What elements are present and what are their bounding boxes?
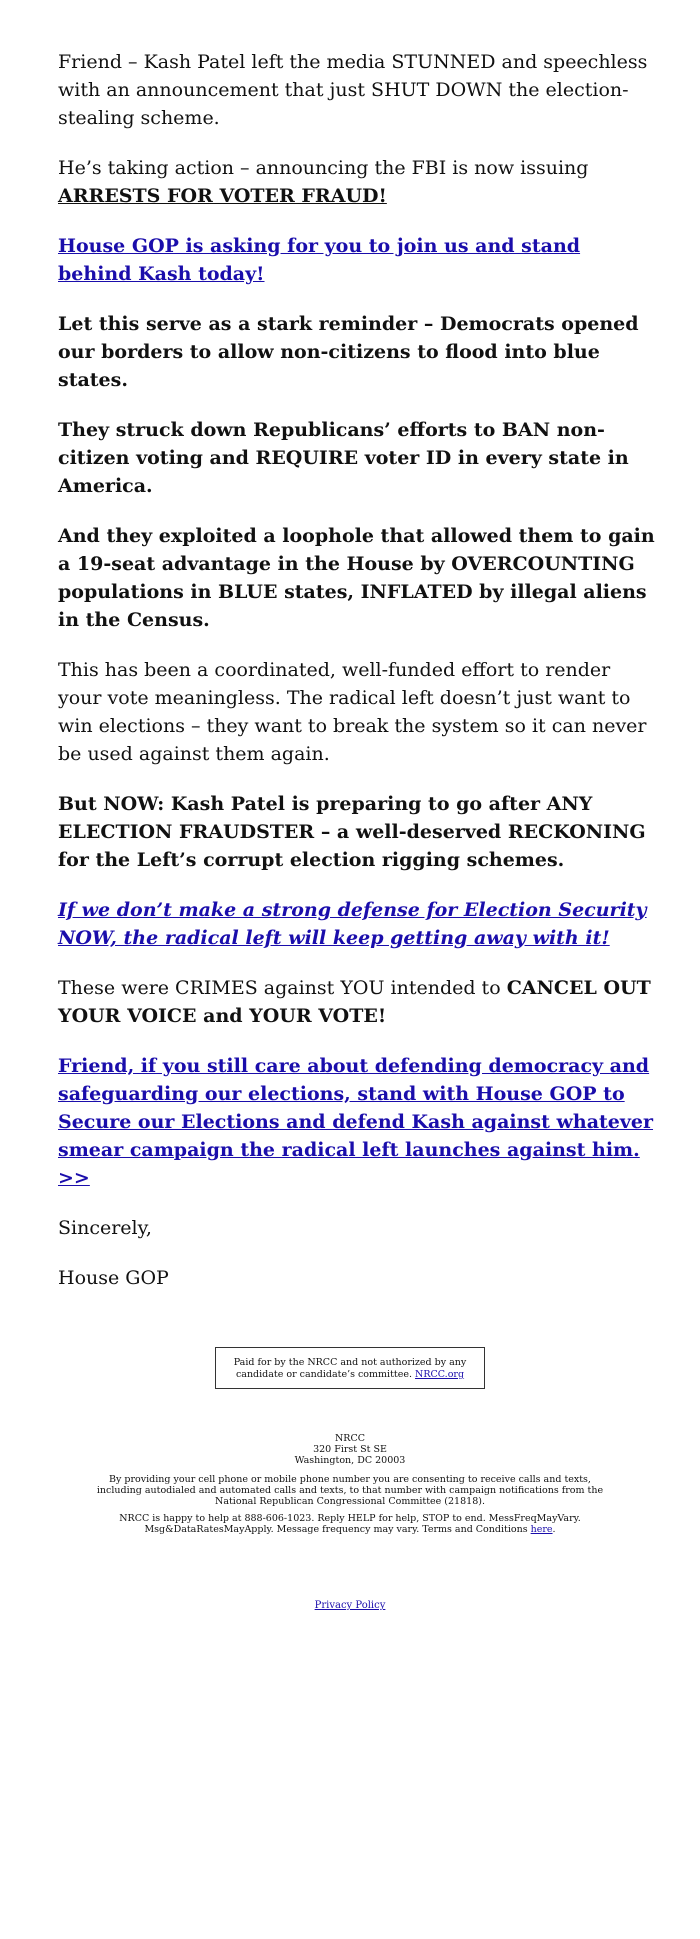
paid-for-disclaimer bbox=[215, 1347, 485, 1389]
link-paragraph-1 bbox=[58, 232, 658, 288]
cancel-voice-emphasis: CANCEL OUT YOUR VOICE and YOUR VOTE! bbox=[58, 977, 651, 1027]
help-text: NRCC is happy to help at 888-606-1023. Reply HELP for help, STOP to end. MessFreqMayVary. Msg&DataRatesMayApply. Message frequency may vary. Terms and Conditions bbox=[119, 1513, 581, 1535]
crimes-text: These were CRIMES against YOU intended to bbox=[58, 977, 501, 999]
intro-paragraph: Friend – Kash Patel left the media STUNNED and speechless with an announcement that just SHUT DOWN the election-stealing scheme. bbox=[58, 51, 648, 129]
signature: House GOP bbox=[58, 1267, 169, 1289]
paid-for-text: Paid for by the NRCC and not authorized by any candidate or candidate’s committee. bbox=[233, 1357, 467, 1380]
link-paragraph-2 bbox=[58, 896, 658, 952]
link-paragraph-3 bbox=[58, 1052, 658, 1192]
election-security-link[interactable]: If we don’t make a strong defense for Election Security NOW, the radical left will keep getting away with it! bbox=[58, 899, 647, 949]
fbi-text: He’s taking action – announcing the FBI is now issuing bbox=[58, 157, 589, 179]
email-body bbox=[58, 48, 658, 1314]
census-paragraph: And they exploited a loophole that allowed them to gain a 19-seat advantage in the House by OVERCOUNTING populations in BLUE states, INFLATED by illegal aliens in the Census. bbox=[58, 525, 655, 631]
voter-id-paragraph: They struck down Republicans’ efforts to BAN non-citizen voting and REQUIRE voter ID in every state in America. bbox=[58, 419, 629, 497]
reminder-paragraph: Let this serve as a stark reminder – Democrats opened our borders to allow non-citizens to flood into blue states. bbox=[58, 313, 639, 391]
period: . bbox=[552, 1524, 556, 1535]
closing: Sincerely, bbox=[58, 1217, 152, 1239]
reckoning-paragraph: But NOW: Kash Patel is preparing to go after ANY ELECTION FRAUDSTER – a well-deserved RECKONING for the Left’s corrupt election rigging schemes. bbox=[58, 793, 646, 871]
city-address: Washington, DC 20003 bbox=[294, 1455, 406, 1466]
footer bbox=[95, 1433, 605, 1535]
privacy-section bbox=[0, 1600, 700, 1611]
stand-behind-kash-link[interactable]: House GOP is asking for you to join us and stand behind Kash today! bbox=[58, 235, 581, 285]
crimes-paragraph bbox=[58, 974, 658, 1030]
mailing-address bbox=[95, 1433, 605, 1466]
help-text-block bbox=[95, 1513, 605, 1535]
street-address: 320 First St SE bbox=[313, 1444, 387, 1455]
arrests-emphasis: ARRESTS FOR VOTER FRAUD! bbox=[58, 185, 387, 207]
secure-elections-link[interactable]: Friend, if you still care about defending democracy and safeguarding our elections, stand with House GOP to Secure our Elections and defend Kash against whatever smear campaign the radical left launches against him. >> bbox=[58, 1055, 654, 1189]
terms-link[interactable]: here bbox=[530, 1524, 553, 1535]
org-name: NRCC bbox=[334, 1433, 365, 1444]
sms-consent-text: By providing your cell phone or mobile phone number you are consenting to receive calls and texts, including autodialed and automated calls and texts, to that number with campaign notifications from the National Republican Congressional Committee (21818). bbox=[96, 1474, 604, 1507]
fbi-paragraph bbox=[58, 154, 658, 210]
coordinated-effort-paragraph: This has been a coordinated, well-funded effort to render your vote meaningless. The radical left doesn’t just want to win elections – they want to break the system so it can never be used against them again. bbox=[58, 659, 647, 765]
nrcc-org-link[interactable]: NRCC.org bbox=[415, 1369, 465, 1380]
privacy-policy-link[interactable]: Privacy Policy bbox=[314, 1600, 386, 1611]
